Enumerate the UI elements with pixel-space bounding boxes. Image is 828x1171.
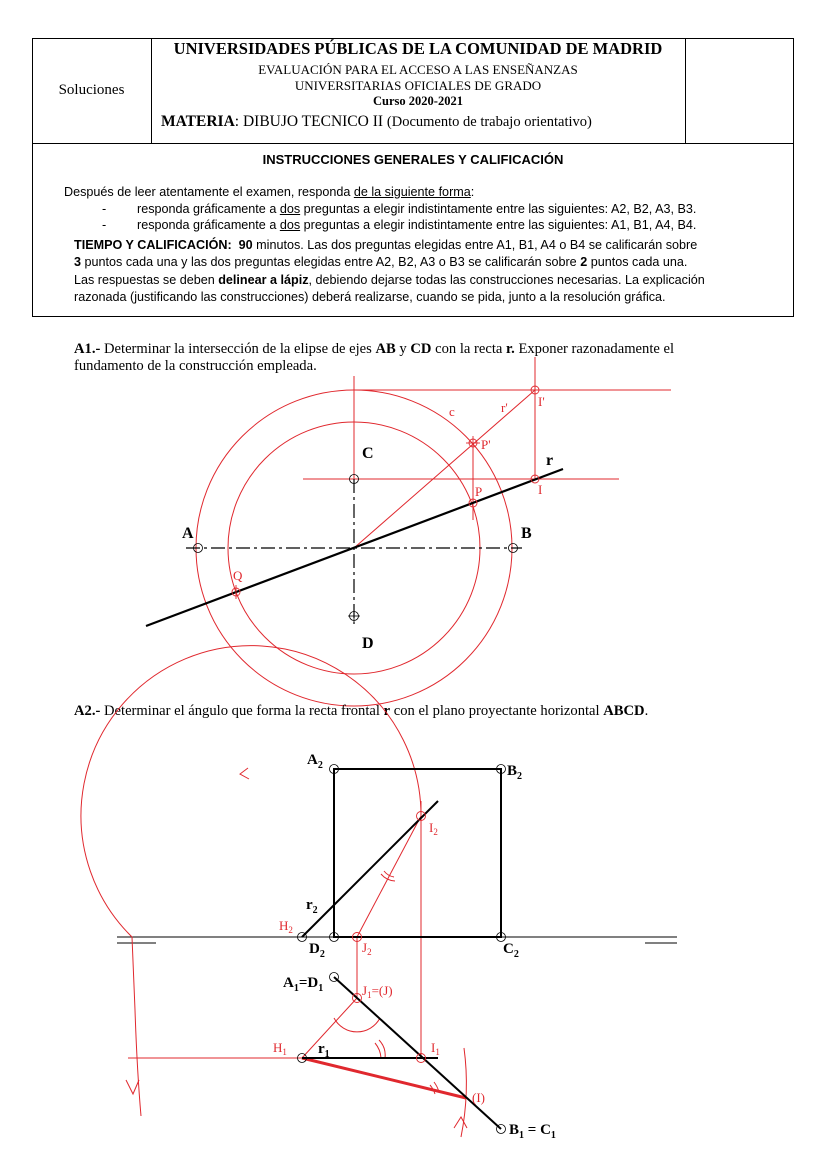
time-minutes: 90 xyxy=(238,238,253,252)
question-number: A1.- xyxy=(74,341,101,357)
plane-abcd-top-view xyxy=(334,977,501,1129)
label-i-prime: I' xyxy=(538,394,545,409)
construction-line xyxy=(357,816,421,937)
label-b1-c1: $B_1 = C_1$ xyxy=(509,1122,556,1141)
header-subtitle-2: UNIVERSITARIAS OFICIALES DE GRADO xyxy=(294,78,542,93)
pencil-instruction: delinear a lápiz xyxy=(218,273,309,287)
label-r-prime: r' xyxy=(501,400,508,415)
label-b: B xyxy=(521,525,532,542)
angle-mark xyxy=(334,1018,380,1032)
bullet-dash: - xyxy=(102,202,107,216)
plane-abcd-front-view xyxy=(334,769,501,937)
intro-underlined: de la siguiente forma xyxy=(353,185,471,199)
label-i: I xyxy=(538,482,543,497)
points-value: 3 xyxy=(74,255,82,269)
time-grading-line-4: razonada (justificando las construcciones) deberá realizarse, cuando se pida, junto a la resolución gráfica. xyxy=(74,290,666,304)
arrow-icon xyxy=(454,1117,467,1128)
axis-cd: CD xyxy=(410,341,432,357)
statement-text: y xyxy=(395,341,411,357)
statement-text: con la recta xyxy=(431,341,507,357)
label-r1: $r_1$ xyxy=(318,1041,330,1060)
label-h1: $H_1$ xyxy=(273,1040,287,1057)
bullet-text: responda gráficamente a xyxy=(137,218,280,232)
label-q: Q xyxy=(233,568,243,583)
bullet-underlined: dos xyxy=(279,218,301,232)
arrow-icon xyxy=(126,1080,139,1094)
label-a: A xyxy=(182,525,194,542)
points-value: 2 xyxy=(580,255,588,269)
time-label: TIEMPO Y CALIFICACIÓN: xyxy=(74,238,232,252)
angle-mark xyxy=(375,1043,381,1058)
bullet-text: preguntas a elegir indistintamente entre las siguientes: A1, B1, A4, B4. xyxy=(300,218,697,232)
label-b2: $B_2$ xyxy=(507,763,523,782)
header-subtitle-1: EVALUACIÓN PARA EL ACCESO A LAS ENSEÑANZAS xyxy=(258,62,578,77)
bullet-underlined: dos xyxy=(279,202,301,216)
subject-note: (Documento de trabajo orientativo) xyxy=(386,114,592,130)
label-r: r xyxy=(546,452,554,469)
solutions-label: Soluciones xyxy=(58,82,125,98)
subject-value: : DIBUJO TECNICO II xyxy=(234,113,384,130)
rotation-arc xyxy=(81,646,421,1116)
label-a1-d1: $A_1=D_1$ xyxy=(283,975,324,994)
bullet-text: responda gráficamente a xyxy=(137,202,280,216)
line-r: r. xyxy=(506,341,515,357)
header-title: UNIVERSIDADES PÚBLICAS DE LA COMUNIDAD DE MADRID xyxy=(173,39,663,58)
instructions-heading: INSTRUCCIONES GENERALES Y CALIFICACIÓN xyxy=(262,152,564,167)
line-r2 xyxy=(302,801,438,937)
bullet-text: preguntas a elegir indistintamente entre las siguientes: A2, B2, A3, B3. xyxy=(300,202,697,216)
label-c-circle: c xyxy=(449,404,455,419)
grading-text: puntos cada una y las dos preguntas elegidas entre A2, B2, A3 o B3 se calificarán sobre xyxy=(81,255,581,269)
grading-text: Las respuestas se deben xyxy=(74,273,219,287)
label-a2: $A_2$ xyxy=(307,752,323,771)
label-p: P xyxy=(475,484,483,499)
grading-text: minutos. Las dos preguntas elegidas entre A1, B1, A4 o B4 se calificarán sobre xyxy=(252,238,698,252)
grading-text: , debiendo dejarse todas las construcciones necesarias. La explicación xyxy=(308,273,705,287)
true-angle-line xyxy=(302,1058,466,1098)
question-a1-statement-2: fundamento de la construcción empleada. xyxy=(74,358,317,374)
question-number: A2.- xyxy=(74,703,101,719)
course-year: Curso 2020-2021 xyxy=(373,94,463,108)
label-d2: $D_2$ xyxy=(309,941,325,960)
label-i-rotated: (I) xyxy=(472,1090,485,1105)
label-p-prime: P' xyxy=(481,437,491,452)
statement-text: . xyxy=(644,703,649,719)
label-j1: $J_1=(J)$ xyxy=(362,983,393,1000)
intro-text: Después de leer atentamente el examen, responda xyxy=(64,185,354,199)
axis-ab: AB xyxy=(375,341,396,357)
label-r2: $r_2$ xyxy=(306,897,318,916)
statement-text: Exponer razonadamente el xyxy=(514,341,675,357)
label-i2: $I_2$ xyxy=(429,820,438,837)
angle-mark xyxy=(379,1040,385,1058)
subject-label: MATERIA xyxy=(161,113,235,130)
label-c: C xyxy=(362,445,374,462)
statement-text: con el plano proyectante horizontal xyxy=(390,703,604,719)
line-r: r xyxy=(383,703,391,719)
plane-abcd: ABCD xyxy=(603,703,645,719)
intro-colon: : xyxy=(470,185,475,199)
grading-text: puntos cada una. xyxy=(587,255,688,269)
statement-text: Determinar el ángulo que forma la recta frontal xyxy=(100,703,384,719)
label-d: D xyxy=(362,635,374,652)
label-c2: $C_2$ xyxy=(503,941,519,960)
statement-text: Determinar la intersección de la elipse de ejes xyxy=(100,341,376,357)
arrow-icon xyxy=(240,768,249,779)
label-h2: $H_2$ xyxy=(279,918,293,935)
label-i1: $I_1$ xyxy=(431,1040,440,1057)
bullet-dash: - xyxy=(102,218,107,232)
label-j2: $J_2$ xyxy=(362,940,372,957)
